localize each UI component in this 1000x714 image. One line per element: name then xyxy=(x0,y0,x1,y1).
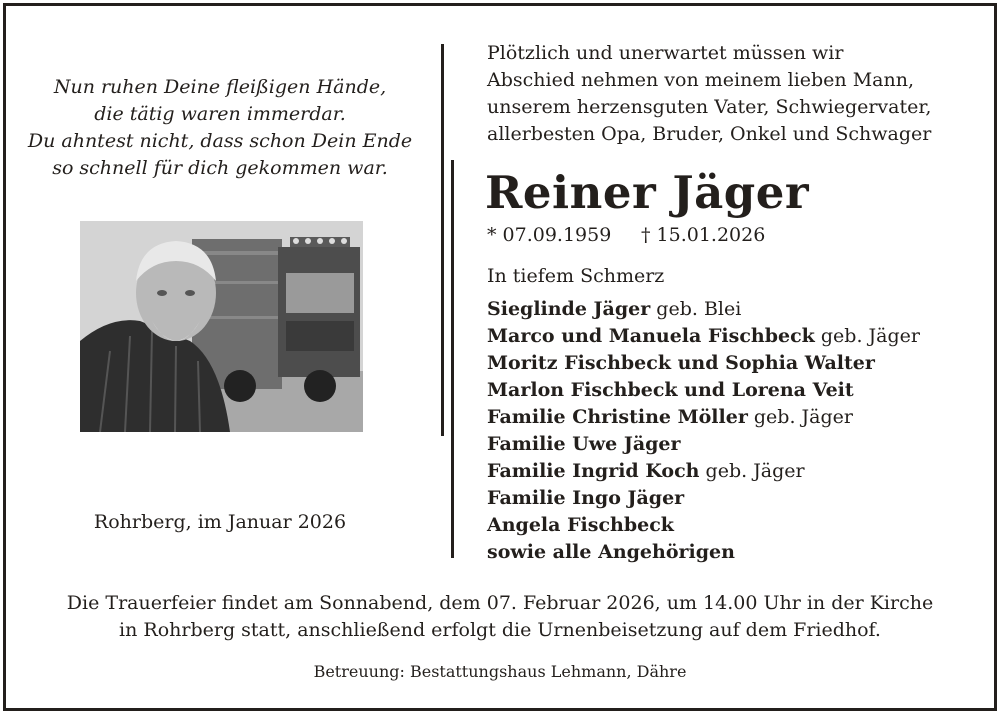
mourner-name: Angela Fischbeck xyxy=(487,514,674,536)
mourner-name: Familie Ingrid Koch xyxy=(487,460,700,482)
mourner-name: sowie alle Angehörigen xyxy=(487,541,735,563)
mourner-name: Marco und Manuela Fischbeck xyxy=(487,325,815,347)
mourner-entry xyxy=(487,350,920,377)
mourner-suffix: geb. Jäger xyxy=(747,406,853,428)
mourner-entry xyxy=(487,431,920,458)
mourner-entry xyxy=(487,296,920,323)
service-line: in Rohrberg statt, anschließend erfolgt die Urnenbeisetzung auf dem Friedhof. xyxy=(119,619,881,641)
mourner-entry xyxy=(487,323,920,350)
mourner-name: Familie Uwe Jäger xyxy=(487,433,681,455)
intro-text xyxy=(487,40,931,148)
life-dates xyxy=(487,224,766,246)
funeral-home-credit: Betreuung: Bestattungshaus Lehmann, Dähre xyxy=(313,662,687,681)
death-date: † 15.01.2026 xyxy=(641,224,766,246)
portrait-illustration xyxy=(80,221,363,432)
mourner-entry xyxy=(487,458,920,485)
mourner-name: Moritz Fischbeck und Sophia Walter xyxy=(487,352,875,374)
mourning-phrase: In tiefem Schmerz xyxy=(487,265,665,287)
poem-line: so schnell für dich gekommen war. xyxy=(52,157,388,179)
portrait-photo xyxy=(80,221,363,432)
place-and-date: Rohrberg, im Januar 2026 xyxy=(93,511,347,533)
mourner-name: Marlon Fischbeck und Lorena Veit xyxy=(487,379,854,401)
divider-bottom xyxy=(451,160,454,558)
mourner-entry xyxy=(487,485,920,512)
mourner-suffix: geb. Jäger xyxy=(699,460,805,482)
intro-line: unserem herzensguten Vater, Schwiegervater, xyxy=(487,96,932,118)
mourner-entry xyxy=(487,377,920,404)
intro-line: allerbesten Opa, Bruder, Onkel und Schwager xyxy=(487,123,932,145)
mourner-entry xyxy=(487,512,920,539)
mourner-suffix: geb. Blei xyxy=(650,298,742,320)
mourner-entry xyxy=(487,539,920,566)
poem-line: Du ahntest nicht, dass schon Dein Ende xyxy=(27,130,413,152)
mourner-entry xyxy=(487,404,920,431)
service-line: Die Trauerfeier findet am Sonnabend, dem 07. Februar 2026, um 14.00 Uhr in der Kirche xyxy=(66,592,934,614)
poem-line: die tätig waren immerdar. xyxy=(94,103,346,125)
intro-line: Abschied nehmen von meinem lieben Mann, xyxy=(487,69,914,91)
funeral-service-info xyxy=(20,590,980,644)
mourner-name: Familie Christine Möller xyxy=(487,406,748,428)
birth-date: * 07.09.1959 xyxy=(487,224,612,246)
divider-top xyxy=(441,44,444,436)
intro-line: Plötzlich und unerwartet müssen wir xyxy=(487,42,844,64)
mourner-name: Sieglinde Jäger xyxy=(487,298,651,320)
mourner-suffix: geb. Jäger xyxy=(814,325,920,347)
poem-line: Nun ruhen Deine fleißigen Hände, xyxy=(53,76,387,98)
mourners-list xyxy=(487,296,920,566)
deceased-name: Reiner Jäger xyxy=(485,166,810,219)
mourner-name: Familie Ingo Jäger xyxy=(487,487,685,509)
poem xyxy=(20,74,420,182)
